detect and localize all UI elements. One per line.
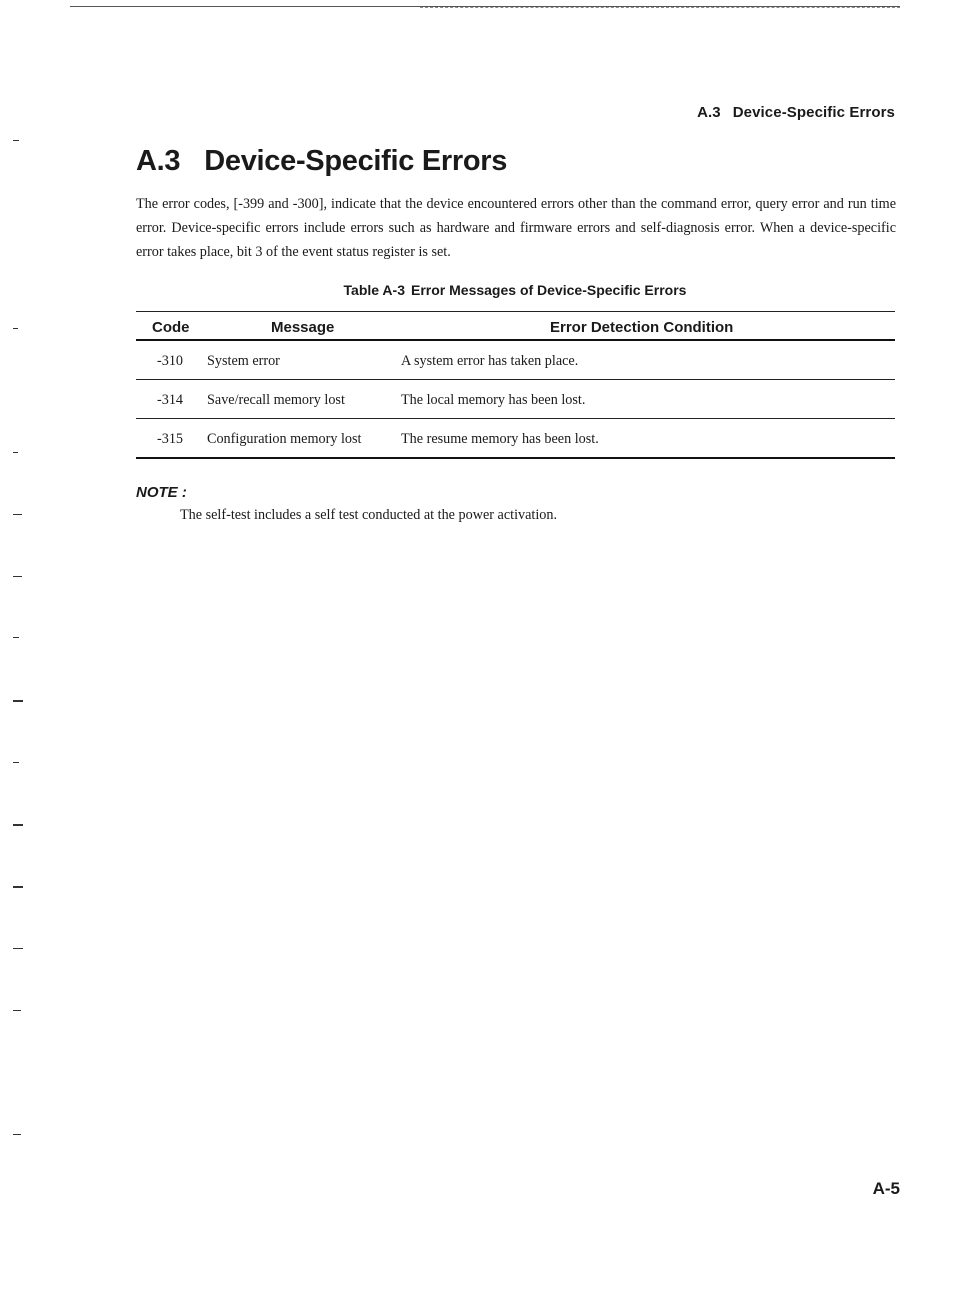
table-row xyxy=(136,341,895,379)
section-title-text: Device-Specific Errors xyxy=(204,145,508,177)
table-bottom-rule xyxy=(136,457,895,459)
row-code: -315 xyxy=(157,431,184,447)
margin-mark xyxy=(13,824,23,826)
margin-mark xyxy=(13,886,23,888)
table-row xyxy=(136,419,895,457)
running-header-title: Device-Specific Errors xyxy=(732,104,895,121)
row-condition: The resume memory has been lost. xyxy=(401,431,599,447)
margin-mark xyxy=(13,452,18,453)
margin-mark xyxy=(13,948,23,949)
running-header xyxy=(697,104,895,121)
table-caption-title: Error Messages of Device-Specific Errors xyxy=(411,282,687,298)
row-message: Configuration memory lost xyxy=(207,431,362,447)
margin-mark xyxy=(13,1010,21,1011)
row-code: -310 xyxy=(157,353,184,369)
margin-mark xyxy=(13,514,22,515)
table-row xyxy=(136,380,895,418)
header-code: Code xyxy=(152,319,190,336)
margin-mark xyxy=(13,328,18,329)
running-header-number: A.3 xyxy=(697,104,721,121)
margin-mark xyxy=(13,762,19,763)
row-code: -314 xyxy=(157,392,184,408)
row-condition: A system error has taken place. xyxy=(401,353,579,369)
row-message: Save/recall memory lost xyxy=(207,392,345,408)
section-title xyxy=(136,145,507,178)
table-caption-number: Table A-3 xyxy=(343,282,405,298)
header-message: Message xyxy=(271,319,335,336)
page-number: A-5 xyxy=(872,1179,900,1198)
table-caption xyxy=(136,282,894,298)
margin-mark xyxy=(13,637,19,638)
intro-paragraph: The error codes, [-399 and -300], indicate that the device encountered errors other than the command error, query error and run time error. Device-specific errors include errors such as hardware and firmware errors and self-diagnosis error. When a device-specific error takes place, bit 3 of the event status register is set. xyxy=(136,196,896,260)
row-message: System error xyxy=(207,353,280,369)
note-text: The self-test includes a self test conducted at the power activation. xyxy=(180,507,558,523)
margin-mark xyxy=(13,700,23,702)
margin-mark xyxy=(13,140,19,141)
margin-mark xyxy=(13,1134,21,1135)
header-condition: Error Detection Condition xyxy=(550,319,734,336)
table-header-row xyxy=(136,312,895,339)
margin-mark xyxy=(13,576,22,577)
note-label: NOTE : xyxy=(136,484,187,501)
row-condition: The local memory has been lost. xyxy=(401,392,586,408)
error-table xyxy=(136,311,895,459)
section-number: A.3 xyxy=(136,145,181,177)
top-rule-dashed xyxy=(420,7,900,8)
